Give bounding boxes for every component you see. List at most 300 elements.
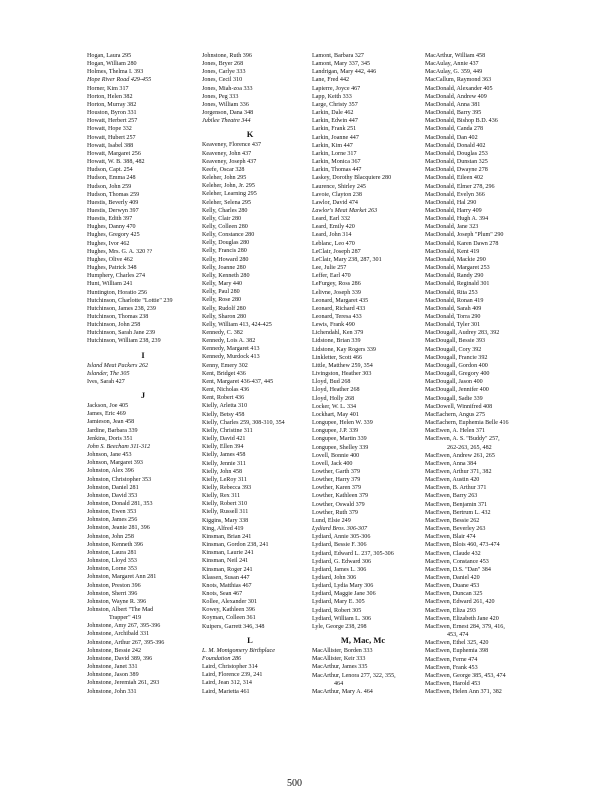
section-heading: L [247, 634, 253, 645]
index-entry: Lee, Julie 257 [312, 265, 347, 272]
index-entry: MacDougall, Francie 392 [425, 354, 488, 361]
index-entry: MacEwen, Harold 453 [425, 681, 481, 688]
index-column-1 [87, 52, 199, 696]
index-entry: Horton, Murray 382 [87, 101, 137, 108]
index-entry: MacEwen, Bessie 262 [425, 517, 480, 524]
index-entry: Kinsman, Brian 241 [202, 533, 252, 540]
index-entry: Lane, Fred 442 [312, 77, 350, 84]
index-entry: Johnson, Jane 453 [87, 452, 132, 459]
index-entry: Johnston, David 353 [87, 492, 138, 499]
index-entry: MacEwen, Helen Ann 371, 382 [425, 689, 502, 696]
index-entry: MacDonald, Bishop B.D. 436 [425, 118, 498, 125]
index-entry: MacEwen, Benjamin 371 [425, 501, 488, 508]
index-entry: MacDonald, Joseph "Plum" 290 [425, 232, 504, 239]
index-entry: Houston, Byron 331 [87, 110, 137, 117]
index-entry: Ives, Sarah 427 [87, 378, 125, 385]
index-entry: MacDonald, Canda 278 [425, 126, 484, 133]
index-entry: Large, Christy 357 [312, 101, 358, 108]
index-entry: Hutchinson, Charlotte "Lottie" 239 [87, 297, 173, 304]
index-entry: Howatt, Hope 332 [87, 126, 132, 133]
index-entry: Knots, Matthias 467 [202, 582, 252, 589]
index-entry: Johnston, Margaret Ann 281 [87, 574, 157, 581]
index-entry: Leblanc, Leo 470 [312, 240, 355, 247]
index-entry: MacEwen, Blois 460, 473-474 [425, 542, 500, 549]
index-entry: Hutchinson, John 258 [87, 322, 141, 329]
index-entry: Jones, Peg 333 [202, 93, 239, 100]
index-entry: Lawlor, David 474 [312, 199, 358, 206]
index-entry: Johnston, Kenneth 396 [87, 541, 144, 548]
index-entry: Lapp, Keith 333 [312, 93, 352, 100]
index-entry: MacDonald, Andrew 409 [425, 93, 487, 100]
index-entry: MacDougall, Bessie 393 [425, 338, 486, 345]
index-entry: MacCallum, Raymond 363 [425, 77, 492, 84]
index-entry: MacEwen, Blair 474 [425, 534, 476, 541]
index-entry: Hogan, Laura 295 [87, 53, 132, 59]
index-entry: MacEwen, B. Arthur 371 [425, 485, 487, 492]
index-entry: Johnston, Donald 281, 353 [87, 500, 153, 507]
index-entry: Larkin, Monica 367 [312, 159, 361, 166]
index-entry: Kinsman, Neil 241 [202, 558, 249, 565]
index-entry: Lloyd, Holly 268 [312, 395, 355, 402]
index-entry: Hutchinson, Thomas 238 [87, 314, 149, 320]
index-entry: MacEwen, Arthur 371, 382 [425, 468, 492, 475]
index-entry: Johnstone, Jason 389 [87, 672, 139, 679]
index-entry: MacEwen, Frank 453 [425, 664, 478, 671]
index-entry: MacDonald, Dunstan 325 [425, 159, 488, 166]
index-entry: Keaveney, John 437 [202, 150, 252, 157]
index-entry: Jenkins, Doris 351 [87, 435, 133, 442]
index-entry: Lovell, Jack 400 [312, 460, 353, 467]
index-entry: Linkletter, Scott 466 [312, 354, 363, 361]
index-entry: Lamont, Mary 337, 345 [312, 61, 371, 68]
index-entry: Hudson, Thomas 259 [87, 191, 140, 198]
index-entry: MacDougall, Gregory 400 [425, 371, 490, 378]
index-entry: Keleher, John 295 [202, 175, 247, 182]
index-entry: Leonard, Margaret 435 [312, 297, 369, 304]
index-entry: Knots, Sean 467 [202, 591, 243, 597]
index-entry: MacEwen, Austin 420 [425, 477, 480, 484]
index-entry: MacEwen, Barry 263 [425, 493, 478, 500]
index-entry: Koyman, Colleen 361 [202, 615, 256, 622]
index-entry: MacDonald, Mackie 290 [425, 256, 486, 263]
index-entry: Kelly, Francis 280 [202, 248, 247, 255]
index-entry: Lydiard, William L. 306 [312, 615, 372, 622]
index-entry: Hutchinson, Sarah Jane 239 [87, 330, 156, 337]
index-entry: Laskey, Dorothy Blacquiere 280 [312, 175, 392, 182]
index-entry: Leonard, Richard 433 [312, 305, 366, 312]
index-entry: Kelly, Kenneth 280 [202, 272, 250, 279]
index-entry: Kielly, Rex 311 [202, 493, 241, 500]
index-entry: Hope River Road 429-455 [87, 77, 152, 84]
index-entry: MacArthur, Lenora 277, 322, 355, [312, 672, 396, 679]
index-entry: Jardine, Barbara 339 [87, 427, 138, 434]
index-entry: Leonard, Teresa 433 [312, 314, 362, 320]
index-entry: Lowther, Kathleen 379 [312, 493, 369, 500]
index-entry: Johnston, Daniel 281 [87, 484, 139, 491]
index-entry: MacEwen, Elizabeth Jane 420 [425, 615, 499, 622]
index-entry: MacDonald, Reginald 301 [425, 281, 490, 288]
index-entry: Foundation 286 [202, 655, 242, 662]
index-entry: Kielly, James 458 [202, 452, 246, 459]
index-column-2 [202, 52, 298, 696]
index-entry: Longupee, Shelley 339 [312, 444, 369, 451]
index-entry: Laird, Jean 312, 314 [202, 680, 252, 687]
index-entry: Lydiard, Bessie F. 306 [312, 542, 367, 549]
index-entry: Kelly, Clair 280 [202, 215, 242, 222]
index-entry: Jones, Cecil 310 [202, 77, 243, 84]
index-entry: Jones, Bryer 268 [202, 61, 244, 68]
index-entry: Johnston, Laura 281 [87, 549, 137, 556]
index-entry: Lowther, Harry 379 [312, 477, 361, 484]
index-entry: Kelly, Rose 280 [202, 297, 242, 304]
index-entry: MacDonald, Dwayne 278 [425, 167, 488, 174]
index-entry: MacEwen, Daniel 420 [425, 575, 480, 581]
index-entry: Johnston, Sherri 396 [87, 590, 138, 597]
section-heading: I [141, 349, 145, 360]
index-entry: Johnstone, David 389, 396 [87, 655, 153, 662]
index-entry: Johnston, Alex 396 [87, 468, 134, 475]
index-entry: Kennedy, Lois A. 382 [202, 338, 256, 345]
index-entry: Kollee, Alexander 301 [202, 599, 257, 606]
index-entry: Kenny, Emery 302 [202, 362, 248, 369]
index-entry: Lowther, Oswald 379 [312, 501, 365, 508]
index-entry: Islander, The 305 [87, 370, 130, 377]
index-entry: Hughes, Ivor 462 [87, 240, 130, 247]
index-entry: Laurence, Shirley 245 [312, 183, 366, 190]
index-entry: MacDonald, Tyler 301 [425, 322, 481, 329]
index-entry: Jubilee Theatre 344 [202, 118, 251, 125]
index-entry: MacDonald, Rita 253 [425, 289, 478, 296]
index-entry: MacArthur, James 335 [312, 664, 368, 671]
index-entry: Landrigan, Mary 442, 446 [312, 69, 377, 76]
index-entry: MacEwen, A. Helen 371 [425, 428, 486, 435]
index-entry: MacDonald, Barry 395 [425, 110, 482, 117]
index-entry: LeClair, Mary 238, 287, 301 [312, 256, 382, 263]
index-entry: MacDonald, Kent 419 [425, 248, 480, 255]
index-entry: Kinsman, Laurie 241 [202, 550, 254, 557]
index-column-4 [425, 52, 537, 696]
index-entry: Johnstone, Archibald 331 [87, 631, 150, 638]
index-entry: MacEachern, Angus 275 [425, 411, 486, 418]
index-entry: MacDougall, Cory 392 [425, 346, 482, 353]
index-entry: Howatt, Isabel 388 [87, 142, 134, 149]
index-entry: Johnstone, Bessie 242 [87, 647, 141, 654]
index-entry: Lowther, Garth 379 [312, 468, 360, 475]
index-entry: Hutchinson, James 238, 239 [87, 305, 156, 312]
index-entry: MacEwen, Andrew 261, 265 [425, 452, 495, 459]
index-entry: Kelly, Colleen 280 [202, 223, 248, 230]
index-entry: Jamieson, Jean 458 [87, 419, 135, 426]
index-entry: Johnstone, Ruth 396 [202, 53, 252, 59]
index-entry: MacEwen, Bertrum L. 432 [425, 509, 491, 516]
index-entry: Johnston, Christopher 353 [87, 476, 152, 483]
index-entry: Lovell, Bonnie 400 [312, 452, 360, 459]
index-entry: Hughes, Mrs. G. A. 320 ?? [87, 248, 153, 255]
index-entry: MacDonald, Elmer 278, 296 [425, 183, 495, 190]
index-entry: Kennedy, Murdock 413 [202, 354, 260, 361]
index-entry: Lowther, Karen 379 [312, 485, 361, 492]
index-entry: Lichendahl, Ken 379 [312, 330, 364, 337]
index-entry: Jones, Carlye 333 [202, 69, 246, 76]
index-entry: Hughes, Gregory 425 [87, 232, 140, 239]
index-entry: MacEwen, Anna 384 [425, 460, 477, 467]
index-entry: MacDonald, Harry 409 [425, 207, 482, 214]
index-entry: MacEwen, Edward 261, 420 [425, 599, 495, 606]
index-entry: Laird, Florence 239, 241 [202, 672, 263, 679]
index-entry: MacDonald, Douglas 253 [425, 150, 488, 157]
index-entry: MacDonald, Sarah 409 [425, 305, 482, 312]
index-entry: Kielly, Betsy 458 [202, 411, 245, 418]
index-entry: MacEwen, Duncan 325 [425, 591, 483, 598]
index-entry: Kelly, Paul 280 [202, 289, 240, 296]
index-entry: Keefe, Oscar 328 [202, 166, 245, 173]
index-entry: Hudson, John 259 [87, 183, 132, 190]
index-entry: Larkin, Kim 447 [312, 142, 353, 149]
index-entry: Leffer, Earl 470 [312, 273, 351, 280]
index-entry: Johnston, James 256 [87, 517, 138, 524]
index-entry: Kuipers, Garrett 346, 348 [202, 623, 265, 630]
index-entry: MacAulay, Annie 437 [425, 61, 479, 68]
index-entry: MacDonald, Dan 402 [425, 134, 478, 141]
index-entry: Johnston, Ewen 353 [87, 509, 137, 516]
index-entry: Johnston, Jeanie 281, 396 [87, 525, 150, 532]
index-entry: MacDougall, Audrey 283, 392 [425, 330, 500, 337]
index-entry: Hudson, Capt. 254 [87, 167, 133, 174]
index-column-3 [312, 52, 414, 696]
index-entry: Hughes, Patrick 348 [87, 265, 137, 272]
index-entry: MacDonald, Jane 323 [425, 224, 479, 231]
index-entry: MacEachern, Euphemia Belle 416 [425, 420, 509, 427]
index-entry: Keaveney, Florence 437 [202, 142, 261, 149]
index-entry: Klassen, Susan 447 [202, 574, 250, 581]
index-entry: Larkin, Dale 462 [312, 110, 354, 117]
index-entry: Jackson, Joe 405 [87, 403, 129, 410]
index-entry: Johnstone, Amy 267, 395-396 [87, 623, 161, 630]
index-entry: Hunt, William 241 [87, 281, 133, 288]
index-entry: Kelly, Rudolf 280 [202, 305, 246, 312]
index-entry: Huestis, Derwyn 397 [87, 207, 139, 214]
index-entry: Johnston, Preston 396 [87, 582, 141, 589]
index-entry: Larkin, Frank 251 [312, 126, 357, 133]
index-entry: Larkin, Thomas 447 [312, 167, 362, 174]
index-entry: Larkin, Lorne 317 [312, 150, 357, 157]
index-entry: Keleher, Learning 295 [202, 191, 257, 198]
index-entry: Hutchinson, William 238, 239 [87, 338, 161, 345]
index-entry: Kielly, Christine 311 [202, 427, 253, 434]
index-entry: Jones, Miah-zoa 333 [202, 85, 253, 92]
index-entry: Johnstone, Jeremiah 261, 293 [87, 680, 160, 687]
index-entry: Johnston, Lorne 353 [87, 566, 137, 573]
index-entry: MacDonald, Torra 290 [425, 314, 481, 320]
index-entry: Lidstone, Kay Rogers 339 [312, 346, 376, 353]
index-entry: Kielly, Robert 310 [202, 501, 248, 508]
index-entry: MacDonald, Karen Dawn 278 [425, 240, 499, 247]
index-entry: Kinsman, Gordon 238, 241 [202, 542, 269, 549]
index-entry: Kielly, Jennie 311 [202, 460, 246, 467]
index-entry: Hughes, Danny 470 [87, 224, 136, 231]
index-entry: Kent, Robert 436 [202, 395, 245, 402]
index-entry: Keleher, John, Jr. 295 [202, 183, 255, 190]
index-entry: MacEwen, Constance 453 [425, 558, 489, 565]
index-entry: Kelly, Mary 440 [202, 281, 243, 288]
index-entry: Jones, William 336 [202, 101, 249, 108]
index-entry: Howatt, Hubert 257 [87, 134, 136, 141]
index-entry: James, Eric 469 [87, 411, 126, 418]
index-entry: Jorgenson, Dana 348 [202, 110, 254, 117]
index-entry: Lydiard, Mary E. 305 [312, 599, 365, 606]
section-heading: K [246, 129, 254, 140]
index-entry: Johnson, Margaret 393 [87, 460, 143, 467]
index-entry: Howatt, Herbert 257 [87, 118, 138, 125]
index-entry: Laird, Christopher 314 [202, 664, 258, 671]
index-entry: Lamont, Barbara 327 [312, 53, 364, 59]
index-entry: Larkin, Joanne 447 [312, 134, 359, 141]
index-entry: John S. Beecham 311-312 [87, 443, 151, 450]
index-entry: Lewis, Frank 490 [312, 322, 355, 329]
index-entry: Kielly, Russell 311 [202, 509, 249, 516]
index-entry: MacArthur, Mary A. 464 [312, 688, 373, 695]
index-entry: Huestis, Edith 397 [87, 216, 133, 223]
index-entry: Kielly, Arletta 310 [202, 403, 248, 410]
index-entry: Johnstone, Janet 331 [87, 664, 138, 671]
index-entry: Laird, Marietta 461 [202, 688, 250, 695]
index-entry: Lydiard, John 306 [312, 575, 357, 581]
index-entry: MacEwen, D.S. "Dan" 384 [425, 566, 491, 573]
index-entry: Little, Matthew 259, 354 [312, 362, 373, 369]
index-entry: Longupee, Martin 339 [312, 436, 367, 443]
index-entry: Lloyd, Bud 268 [312, 379, 351, 386]
index-entry: MacDonald, Eileen 402 [425, 175, 484, 182]
index-entry: MacEwen, Euphemia 398 [425, 648, 489, 655]
index-entry: Lidstone, Brian 339 [312, 338, 361, 345]
index-entry: Kent, Nicholas 436 [202, 387, 250, 394]
index-entry: Kielly, Charles 259, 308-310, 354 [202, 419, 285, 426]
section-heading: M, Mac, Mc [340, 635, 386, 646]
index-entry: MacDonald, Ronan 419 [425, 297, 484, 304]
index-entry: MacAulay, G. 359, 449 [425, 69, 483, 76]
index-entry: Lelivne, Joseph 339 [312, 289, 361, 296]
index-entry: 453, 474 [447, 632, 469, 639]
index-entry: Kelly, William 413, 424-425 [202, 321, 272, 328]
index-entry: Lydiard, Robert 305 [312, 607, 362, 614]
index-entry: Lund, Elsie 249 [312, 517, 351, 524]
index-entry: Lydiard, G. Edward 306 [312, 558, 372, 565]
index-entry: Horner, Kim 317 [87, 85, 129, 92]
index-entry: MacDonald, Hal 290 [425, 199, 477, 206]
index-entry: MacArthur, William 458 [425, 53, 486, 59]
index-entry: Kelly, Sharon 280 [202, 313, 247, 320]
index-entry: Kiggins, Mary 338 [202, 517, 249, 524]
index-entry: Huestis, Beverly 409 [87, 199, 139, 206]
index-entry: Kelly, Douglas 280 [202, 240, 250, 247]
index-entry: Huntington, Horatio 256 [87, 289, 148, 296]
index-entry: Lavoie, Clayton 238 [312, 191, 362, 198]
index-entry: MacDonald, Randy 290 [425, 273, 484, 280]
index-entry: Kielly, Rebecca 393 [202, 484, 252, 491]
index-entry: Kinsman, Roger 241 [202, 566, 253, 573]
index-entry: Keleher, Selena 295 [202, 199, 251, 206]
index-entry: Lockhart, May 401 [312, 411, 359, 418]
page-number: 500 [287, 778, 302, 789]
index-entry: Lyle, George 238, 298 [312, 623, 367, 630]
index-entry: Johnston, Lloyd 353 [87, 558, 137, 565]
index-entry: Kielly, Ellen 394 [202, 444, 244, 451]
index-entry: Longupee, J.P. 339 [312, 428, 359, 435]
index-entry: Humphery, Charles 274 [87, 273, 145, 280]
index-entry: Lydiard Bros. 306-307 [312, 526, 368, 533]
index-entry: Johnston, Albert "The Mad [87, 607, 154, 613]
index-entry: Lydiard, Maggie Jane 306 [312, 591, 376, 598]
index-entry: MacEwen, Ferne 474 [425, 656, 478, 663]
index-entry: Johnstone, Arthur 267, 395-396 [87, 639, 165, 646]
index-entry: Kelly, Charles 280 [202, 207, 248, 214]
index-entry: MacDonald, Hugh A. 394 [425, 216, 489, 223]
index-entry: 262-263, 265, 482 [447, 444, 492, 451]
index-entry: Locker, W. L. 334 [312, 403, 357, 410]
index-entry: Livingston, Heather 303 [312, 371, 372, 378]
index-entry: MacEwen, Eliza 293 [425, 607, 476, 614]
index-entry: Kennedy, C. 382 [202, 330, 243, 336]
index-entry: LeFurgey, Ross 286 [312, 281, 361, 288]
index-entry: Hogan, William 280 [87, 61, 137, 68]
index-entry: Lydiard, Annie 305-306 [312, 534, 371, 541]
index-entry: MacEwen, A. S. "Buddy" 257, [425, 436, 500, 443]
index-entry: MacDougall, Jennifer 400 [425, 387, 489, 394]
index-entry: Kelly, Joanne 280 [202, 264, 246, 271]
index-entry: MacEwen, Beverley 263 [425, 526, 486, 533]
index-entry: Leard, Earl 332 [312, 216, 351, 223]
index-entry: Lloyd, Heather 268 [312, 387, 360, 394]
section-heading: J [140, 390, 146, 401]
index-entry: MacDougall, Sadie 339 [425, 395, 483, 402]
index-entry: MacDougall, Gordon 400 [425, 362, 488, 369]
index-entry: L. M. Montgomery Birthplace [202, 647, 275, 654]
index-entry: MacDonald, Evelyn 366 [425, 191, 485, 198]
index-entry: Lydiard, Lydia Mary 306 [312, 583, 374, 590]
index-entry: Hudson, Emma 248 [87, 175, 136, 182]
index-entry: Johnstone, John 331 [87, 688, 137, 695]
index-entry: Lapierre, Joyce 467 [312, 85, 361, 92]
index-entry: MacDonald, Anna 381 [425, 101, 481, 108]
index-entry: Kelly, Howard 280 [202, 256, 249, 263]
index-entry: Howatt, Margaret 256 [87, 150, 141, 157]
index-entry: MacDonald, Donald 402 [425, 142, 486, 149]
index-entry: Kent, Bridget 436 [202, 370, 246, 377]
index-entry: MacDonald, Margaret 253 [425, 265, 490, 272]
index-entry: Leard, John 314 [312, 232, 352, 239]
index-entry: Kennedy, Margaret 413 [202, 346, 260, 353]
index-entry: Johnston, Wayne R. 396 [87, 598, 147, 605]
index-entry: Longupee, Helen W. 339 [312, 420, 373, 427]
index-entry: Keaveney, Joseph 437 [202, 158, 257, 165]
index-entry: Lydiard, James L. 306 [312, 566, 367, 573]
index-entry: Island Meat Packers 262 [87, 362, 149, 369]
index-entry: MacDonald, Alexander 405 [425, 85, 493, 92]
index-entry: Kowey, Kathleen 396 [202, 607, 255, 614]
index-entry: MacDougall, Jason 400 [425, 379, 483, 386]
index-entry: Lydiard, Edward L. 237, 305-306 [312, 550, 394, 557]
index-entry: Howatt, W. B. 388, 482 [87, 159, 145, 166]
index-entry: Holmes, Thelma I. 393 [87, 69, 144, 76]
index-entry: MacDowell, Winnifred 408 [425, 403, 493, 410]
index-entry: Horton, Helen 382 [87, 93, 133, 100]
index-entry: Lowther, Ruth 379 [312, 509, 358, 516]
index-entry: Trapper" 419 [109, 615, 142, 622]
index-entry: MacEwen, George 385, 453, 474 [425, 672, 506, 679]
index-entry: MacEwen, Duane 453 [425, 583, 480, 590]
index-entry: Johnston, John 258 [87, 533, 134, 540]
index-entry: MacEwen, Claude 432 [425, 550, 481, 557]
